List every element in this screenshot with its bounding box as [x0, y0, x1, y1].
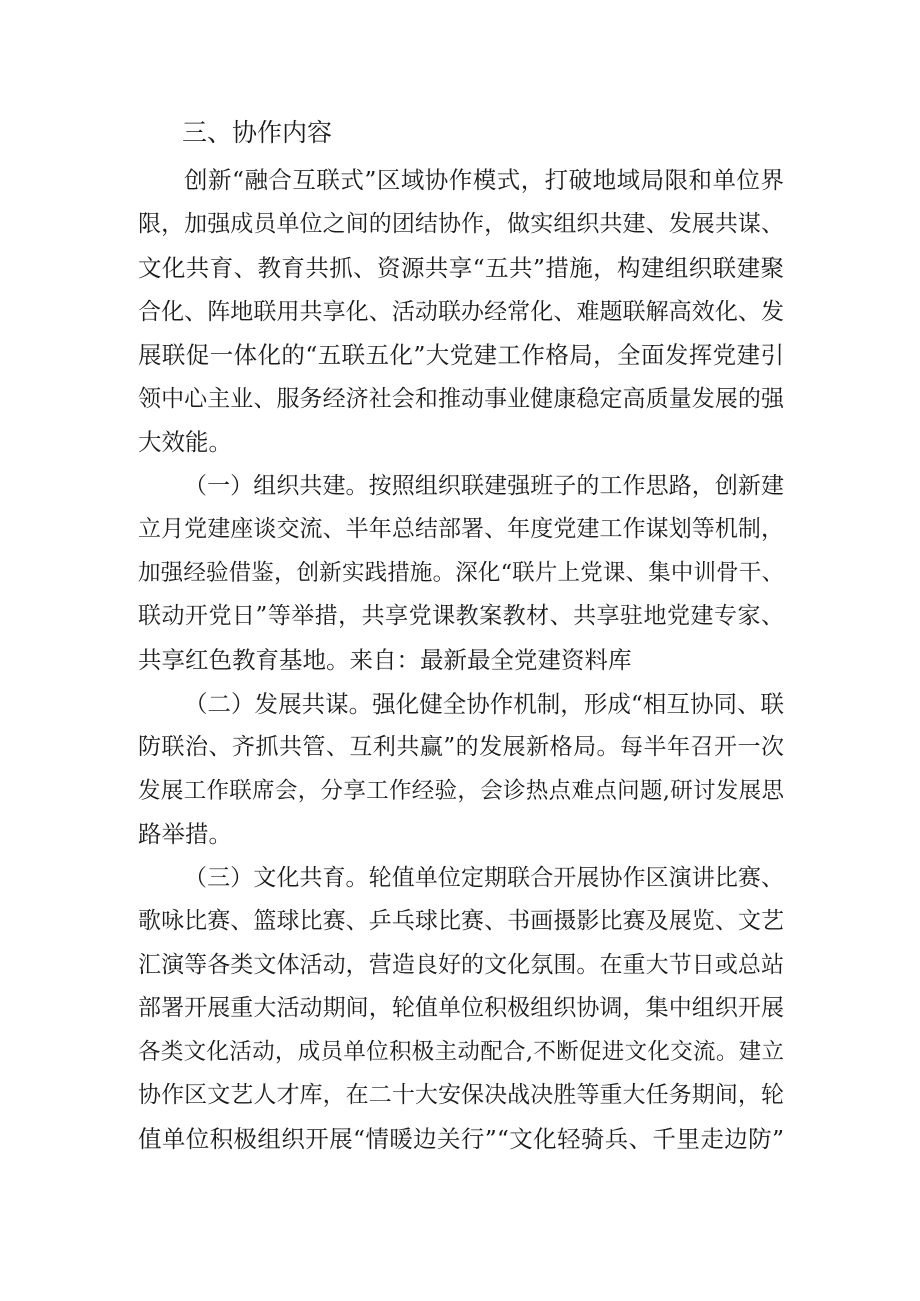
text-line: 值单位积极组织开展“情暖边关行”“文化轻骑兵、千里走边防”	[138, 1125, 784, 1153]
text-line: 部署开展重大活动期间，轮值单位积极组织协调，集中组织开展	[138, 995, 784, 1021]
text-line: 展联促一体化的“五联五化”大党建工作格局，全面发挥党建引	[138, 341, 784, 369]
text-line: 歌咏比赛、篮球比赛、乒乓球比赛、书画摄影比赛及展览、文艺	[138, 908, 784, 934]
text-line: 路举措。	[138, 820, 232, 848]
text-line: 合化、阵地联用共享化、活动联办经常化、难题联解高效化、发	[138, 299, 784, 325]
text-line: 发展工作联席会，分享工作经验，会诊热点难点问题,研讨发展思	[138, 778, 784, 804]
text-line: 加强经验借鉴，创新实践措施。深化“联片上党课、集中训骨干、	[138, 560, 784, 586]
text-line: （二）发展共谋。强化健全协作机制，形成“相互协同、联	[184, 690, 784, 718]
text-line: 联动开党日”等举措，共享党课教案教材、共享驻地党建专家、	[138, 603, 784, 629]
text-line: 各类文化活动，成员单位积极主动配合,不断促进文化交流。建立	[138, 1039, 784, 1065]
text-line: 大效能。	[138, 428, 232, 456]
text-line: 限，加强成员单位之间的团结协作，做实组织共建、发展共谋、	[138, 211, 784, 237]
text-line: 协作区文艺人才库，在二十大安保决战决胜等重大任务期间，轮	[138, 1082, 784, 1108]
section-heading: 三、协作内容	[182, 118, 333, 147]
text-line: （一）组织共建。按照组织联建强班子的工作思路，创新建	[184, 473, 784, 499]
text-line: 文化共育、教育共抓、资源共享“五共”措施，构建组织联建聚	[138, 254, 784, 282]
text-line: 汇演等各类文体活动，营造良好的文化氛围。在重大节日或总站	[138, 952, 784, 978]
text-line: 防联治、齐抓共管、互利共赢”的发展新格局。每半年召开一次	[138, 734, 784, 760]
text-line: 立月党建座谈交流、半年总结部署、年度党建工作谋划等机制，	[138, 516, 784, 542]
text-line: 领中心主业、服务经济社会和推动事业健康稳定高质量发展的强	[138, 386, 784, 412]
text-line: 共享红色教育基地。来自：最新最全党建资料库	[138, 646, 632, 674]
text-line: 创新“融合互联式”区域协作模式，打破地域局限和单位界	[184, 166, 784, 194]
text-line: （三）文化共育。轮值单位定期联合开展协作区演讲比赛、	[184, 865, 784, 891]
